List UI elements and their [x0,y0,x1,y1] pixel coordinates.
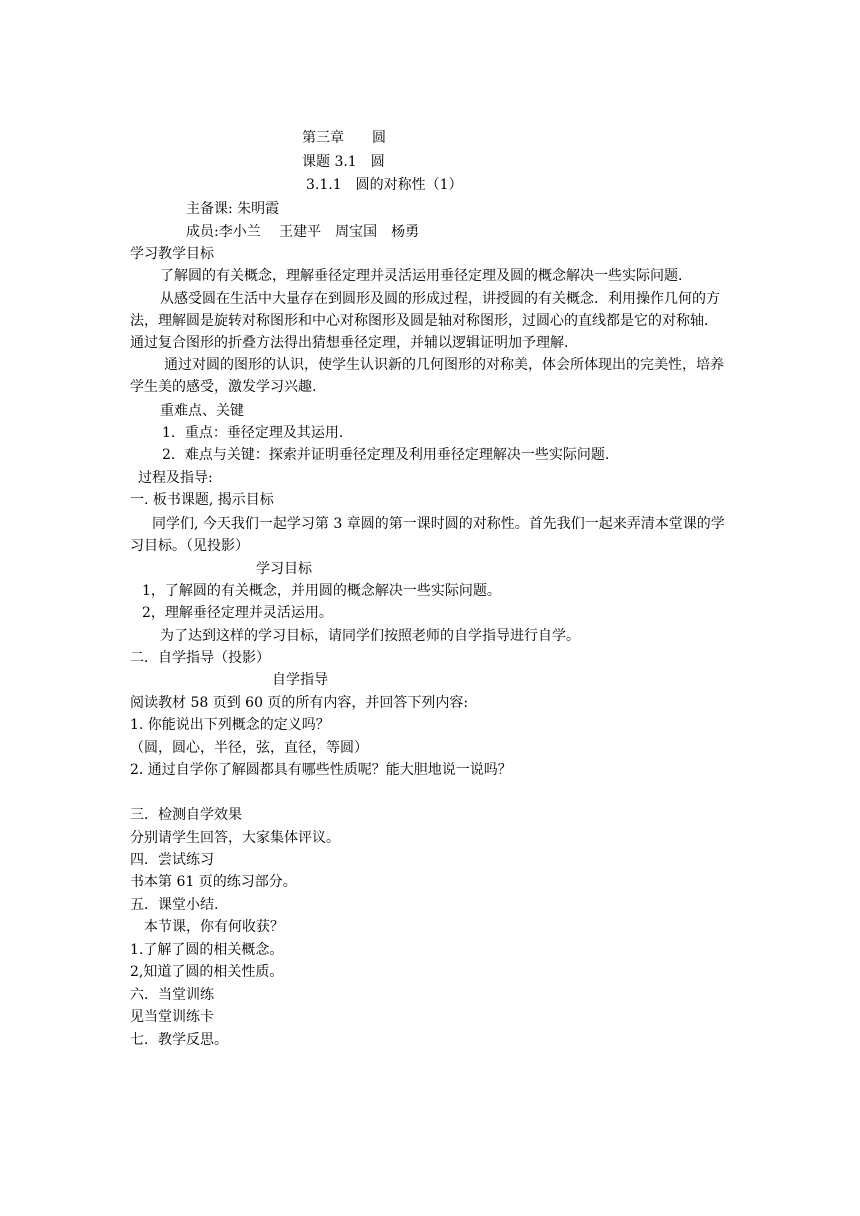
goals-paragraph-2: 从感受圆在生活中大量存在到圆形及圆的形成过程，讲授圆的有关概念．利用操作几何的方法，理解圆是旋转对称图形和中心对称图形及圆是轴对称图形，过圆心的直线都是它的对称轴．通过复合图形的折叠方法得出猜想垂径定理，并辅以逻辑证明加予理解. [130,291,720,351]
section-5-line-3: 2,知道了圆的相关性质。 [130,964,284,980]
section-1-item-2: 2，理解垂径定理并灵活运用。 [142,605,333,621]
section-4-line-1: 书本第 61 页的练习部分。 [130,874,297,890]
section-1-paragraph: 同学们, 今天我们一起学习第 3 章圆的第一课时圆的对称性。首先我们一起来弄清本堂课的学习目标。（见投影） [130,516,725,554]
section-6-line-1: 见当堂训练卡 [130,1009,214,1025]
section-2-line-3: （圆，圆心，半径，弦，直径，等圆） [130,740,368,756]
section-2-title: 二．自学指导（投影） [130,650,270,666]
goals-paragraph-1: 了解圆的有关概念，理解垂径定理并灵活运用垂径定理及圆的概念解决一些实际问题. [160,268,683,284]
key-point-1: 1．重点：垂径定理及其运用. [162,425,344,441]
section-3-line-1: 分别请学生回答，大家集体评议。 [130,830,340,846]
key-points-heading: 重难点、关键 [160,403,244,419]
goals-paragraph-3: 通过对圆的图形的认识，使学生认识新的几何图形的对称美，体会所体现出的完美性，培养学生美的感受，激发学习兴趣. [130,357,724,395]
section-3-title: 三．检测自学效果 [130,807,242,823]
chapter-title: 第三章 圆 [302,130,386,146]
process-heading: 过程及指导: [138,470,213,486]
key-point-2: 2．难点与关键：探索并证明垂径定理及利用垂径定理解决一些实际问题. [162,447,610,463]
section-title: 3.1.1 圆的对称性（1） [306,177,463,193]
section-5-line-1: 本节课，你有何收获？ [144,919,284,935]
section-1-item-3: 为了达到这样的学习目标，请同学们按照老师的自学指导进行自学。 [160,628,580,644]
section-7-title: 七．教学反思。 [130,1032,228,1048]
section-1-item-1: 1，了解圆的有关概念，并用圆的概念解决一些实际问题。 [142,583,501,599]
section-2-line-2: 1. 你能说出下列概念的定义吗？ [130,717,330,733]
section-1-title: 一. 板书课题, 揭示目标 [130,492,274,508]
section-6-title: 六．当堂训练 [130,987,214,1003]
section-5-line-2: 1.了解了圆的相关概念。 [130,942,284,958]
members: 成员:李小兰 王建平 周宝国 杨勇 [186,224,420,240]
lesson-title: 课题 3.1 圆 [302,154,385,170]
section-2-line-1: 阅读教材 58 页到 60 页的所有内容，并回答下列内容: [130,695,469,711]
goals-heading: 学习教学目标 [130,246,214,262]
section-5-title: 五．课堂小结. [130,897,219,913]
lead-teacher: 主备课: 朱明霞 [186,201,280,217]
section-1-subtitle: 学习目标 [256,561,312,577]
section-4-title: 四．尝试练习 [130,852,214,868]
section-2-subtitle: 自学指导 [272,672,328,688]
section-2-line-4: 2. 通过自学你了解圆都具有哪些性质呢？能大胆地说一说吗？ [130,762,512,778]
